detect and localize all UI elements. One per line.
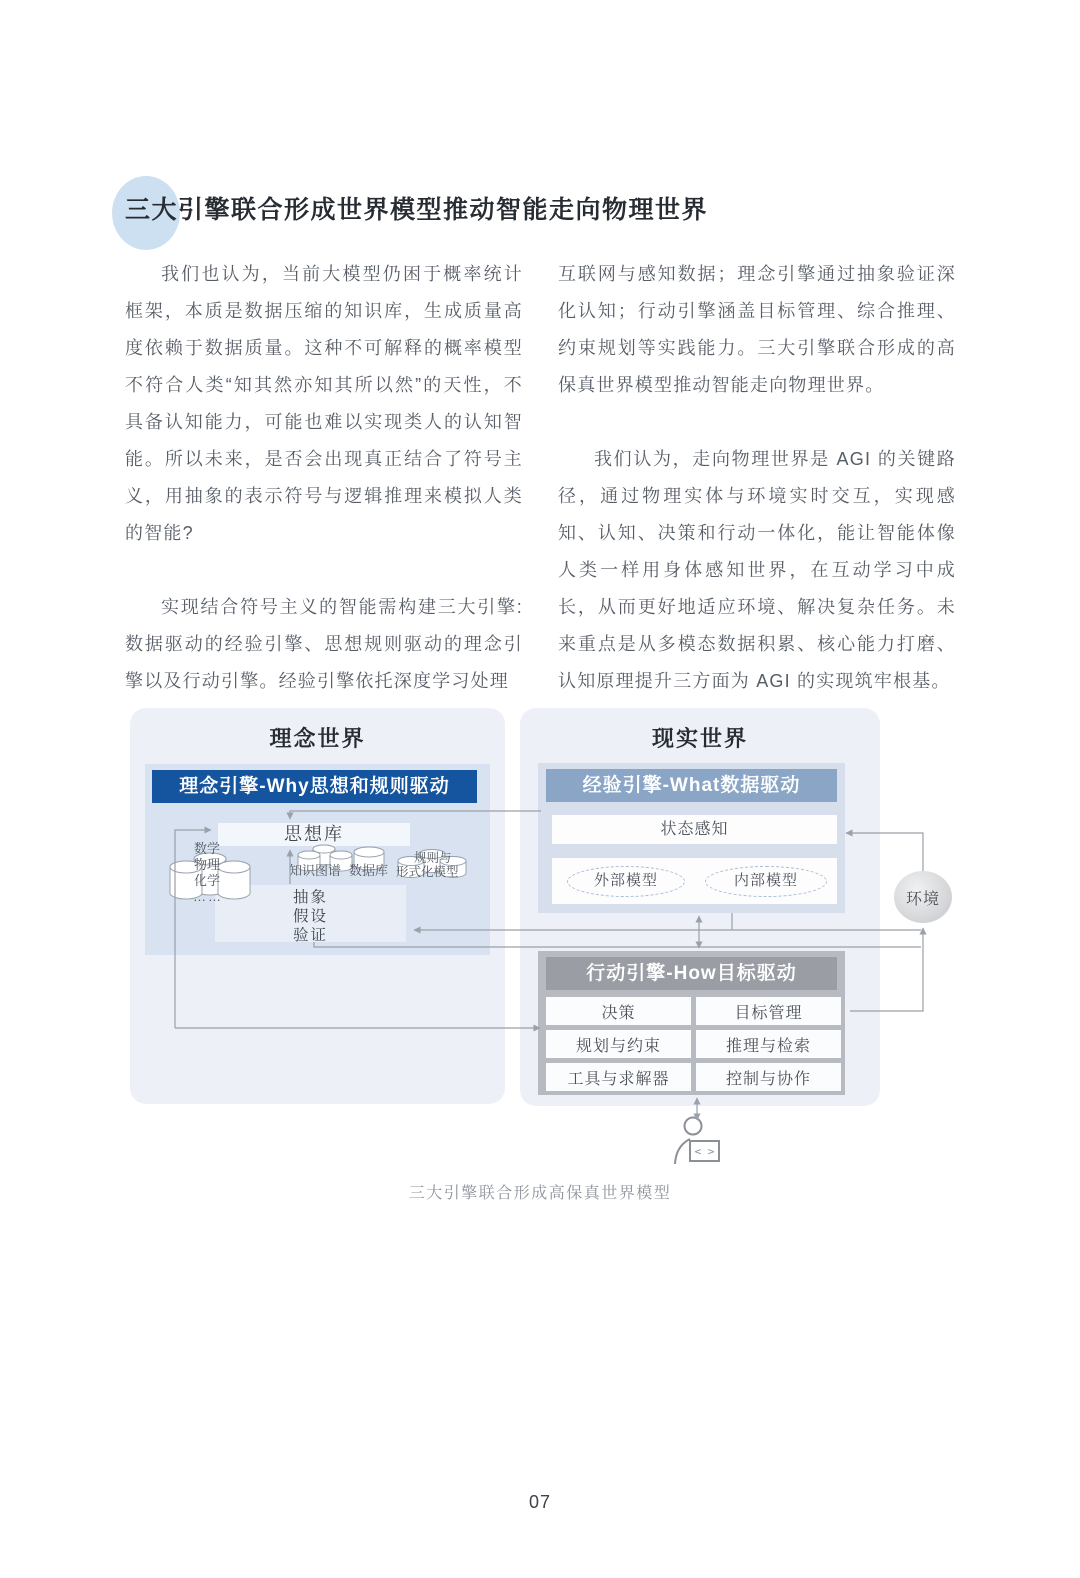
action-cell: 决策: [546, 997, 691, 1025]
experience-engine-header: 经验引擎-What数据驱动: [546, 769, 837, 802]
figure-caption: 三大引擎联合形成高保真世界模型: [408, 1185, 672, 1202]
action-engine-header: 行动引擎-How目标驱动: [546, 957, 837, 990]
subject-ellipsis: ……: [193, 889, 223, 904]
paragraph: 实现结合符号主义的智能需构建三大引擎:数据驱动的经验引擎、思想规则驱动的理念引擎以及行动引擎。经验引擎依托深度学习处理: [125, 597, 523, 691]
thought-library-box: 思想库: [218, 823, 410, 846]
concept-engine-header: 理念引擎-Why思想和规则驱动: [152, 770, 477, 803]
svg-text:< >: < >: [694, 1145, 715, 1158]
paragraph: 我们认为，走向物理世界是 AGI 的关键路径，通过物理实体与环境实时交互，实现感知、认知、决策和行动一体化，能让智能体像人类一样用身体感知世界，在互动学习中成长，从而更好地适应环境、解决复杂任务。未来重点是从多模态数据积累、核心能力打磨、认知原理提升三方面为 AGI 的实现筑牢根基。: [558, 449, 956, 691]
action-capability-grid: [546, 997, 841, 1091]
action-cell: 工具与求解器: [546, 1063, 691, 1091]
knowledge-graph-label: 知识图谱: [289, 863, 342, 878]
action-cell: 控制与协作: [696, 1063, 841, 1091]
state-perception-box: 状态感知: [552, 815, 837, 844]
page-number: 07: [528, 1492, 552, 1512]
body-column-left: [125, 256, 523, 737]
action-cell: 规划与约束: [546, 1030, 691, 1058]
subject-label: 数学 物理 化学: [194, 841, 221, 888]
action-cell: 目标管理: [696, 997, 841, 1025]
body-column-right: [558, 256, 956, 737]
agent-person-icon: [664, 1116, 728, 1166]
paragraph: 我们也认为，当前大模型仍困于概率统计框架，本质是数据压缩的知识库，生成质量高度依赖于数据质量。这种不可解释的概率模型不符合人类“知其然亦知其所以然”的天性，不具备认知能力，可能也难以实现类人的认知智能。所以未来，是否会出现真正结合了符号主义，用抽象的表示符号与逻辑推理来模拟人类的智能?: [125, 264, 523, 543]
action-cell: 推理与检索: [696, 1030, 841, 1058]
rules-label-line1: 规则与: [414, 851, 452, 865]
real-world-title: 现实世界: [651, 726, 748, 751]
section-title: 三大引擎联合形成世界模型推动智能走向物理世界: [125, 196, 709, 224]
abstraction-process-box: 抽象 假设 验证: [215, 885, 406, 942]
rules-label-line2: 形式化模型: [396, 865, 459, 879]
internal-model-ellipse: 内部模型: [705, 866, 827, 897]
database-label: 数据库: [349, 863, 389, 878]
concept-world-title: 理念世界: [269, 726, 366, 751]
external-model-ellipse: 外部模型: [567, 866, 685, 897]
paragraph: 互联网与感知数据；理念引擎通过抽象验证深化认知；行动引擎涵盖目标管理、综合推理、约束规划等实践能力。三大引擎联合形成的高保真世界模型推动智能走向物理世界。: [558, 264, 956, 395]
environment-node: 环境: [894, 871, 952, 923]
